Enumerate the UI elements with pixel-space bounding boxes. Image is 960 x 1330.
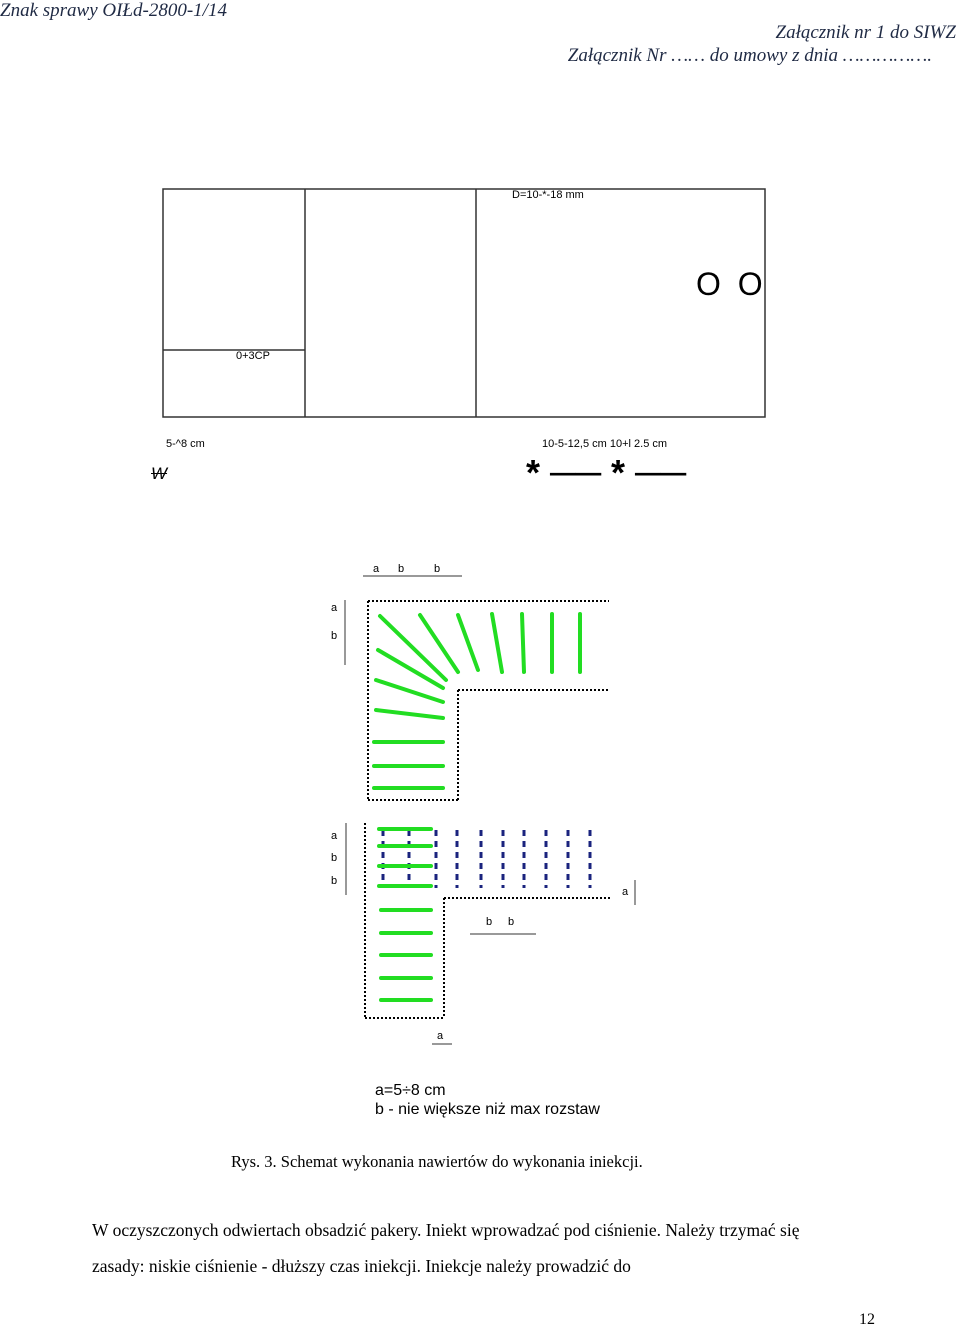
green-fan-lines <box>374 614 580 788</box>
legend-a: a=5÷8 cm <box>375 1082 446 1099</box>
dim-a-lower: a <box>331 830 338 842</box>
paragraph-line-2: zasady: niskie ciśnienie - dłuższy czas iniekcji. Iniekcje należy prowadzić do <box>92 1256 631 1276</box>
dim-b-left: b <box>331 630 338 642</box>
dim-a-bottom: a <box>437 1030 444 1042</box>
dim-b-lower-1: b <box>331 852 338 864</box>
dim-a-left: a <box>331 602 338 614</box>
top-figure-frame <box>163 189 765 417</box>
dim-b-top-1: b <box>398 563 405 575</box>
dim-a-top: a <box>373 563 380 575</box>
dim-b-inner-2: b <box>508 916 515 928</box>
green-horizontal-lines <box>379 829 431 1000</box>
circle-symbol: O O <box>696 266 767 302</box>
navy-dashed-lines <box>383 830 590 888</box>
star-marks: * ── * ── <box>526 452 687 493</box>
w-mark: W <box>151 464 168 483</box>
annex-contract: Załącznik Nr …… do umowy z dnia ……………. <box>567 45 932 66</box>
depth-label: 0+3CP <box>236 350 270 362</box>
top-figure-border <box>163 189 765 417</box>
legend-b: b - nie większe niż max rozstaw <box>375 1101 600 1118</box>
dim-b-top-2: b <box>434 563 441 575</box>
dim-b-lower-2: b <box>331 875 338 887</box>
lower-l-diagram <box>346 823 635 1044</box>
figure-caption: Rys. 3. Schemat wykonania nawiertów do wykonania iniekcji. <box>231 1152 643 1171</box>
spacing-left-label: 5-^8 cm <box>166 438 205 450</box>
dim-a-right: a <box>622 886 629 898</box>
case-number: Znak sprawy OIŁd-2800-1/14 <box>0 0 227 21</box>
paragraph-line-1: W oczyszczonych odwiertach obsadzić pakery. Iniekt wprowadzać pod ciśnienie. Należy trzymać się <box>92 1220 800 1240</box>
diameter-label: D=10-*-18 mm <box>512 189 584 201</box>
annex-siwz: Załącznik nr 1 do SIWZ <box>775 22 956 43</box>
page-number: 12 <box>859 1311 875 1328</box>
upper-l-diagram <box>345 576 609 800</box>
dim-b-inner-1: b <box>486 916 493 928</box>
spacing-right-label: 10-5-12,5 cm 10+l 2.5 cm <box>542 438 668 450</box>
